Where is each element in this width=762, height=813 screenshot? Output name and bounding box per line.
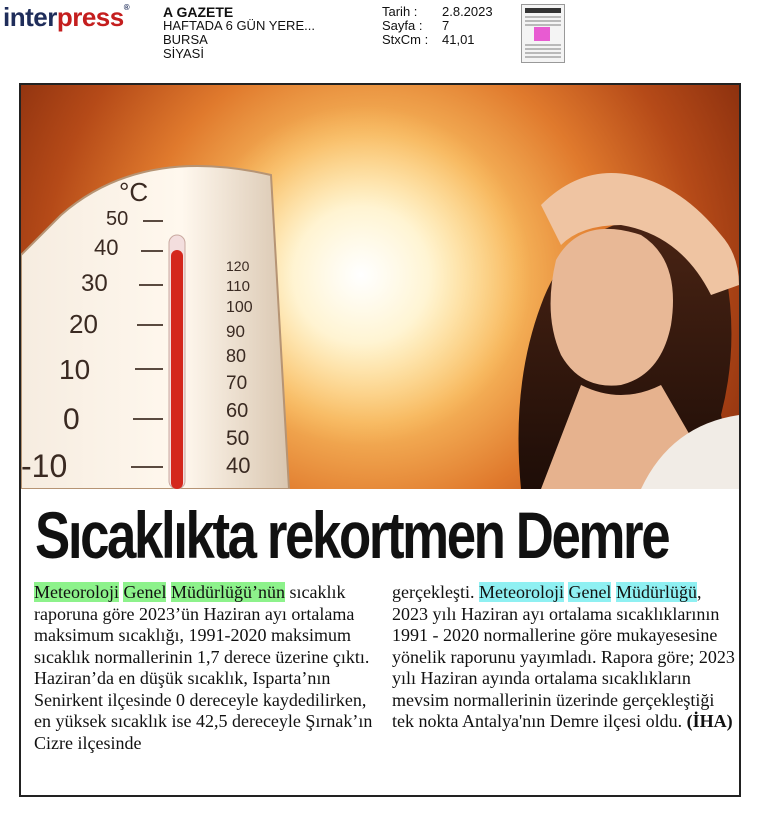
woman-face: [551, 229, 673, 386]
highlighted-term: Müdürlüğü’nün: [170, 582, 285, 602]
fahrenheit-tick-label: 110: [226, 278, 250, 295]
date-label: Tarih :: [382, 4, 418, 19]
publication-category: SİYASİ: [163, 46, 204, 61]
publication-section: HAFTADA 6 GÜN YERE...: [163, 18, 315, 33]
fahrenheit-tick-label: 40: [226, 453, 251, 478]
clip-location-marker: [534, 27, 550, 41]
celsius-tick-label: 40: [94, 235, 119, 260]
article-clip: [19, 83, 741, 797]
publication-city: BURSA: [163, 32, 208, 47]
highlighted-term: Meteoroloji: [478, 582, 564, 602]
heatwave-illustration: [21, 85, 739, 489]
thermometer-mercury: [171, 250, 183, 489]
logo-registered-mark: ®: [123, 3, 130, 12]
celsius-tick-label: 0: [63, 403, 80, 436]
page-label: Sayfa :: [382, 18, 423, 33]
date-row: [382, 5, 493, 19]
stxcm-value: 41,01: [442, 32, 475, 47]
column-2-lead: gerçekleşti.: [392, 582, 479, 602]
highlighted-term: Genel: [568, 582, 612, 602]
logo-part-inter: inter: [3, 2, 57, 32]
fahrenheit-tick-label: 120: [226, 258, 250, 274]
fahrenheit-tick-label: 50: [226, 427, 250, 450]
stxcm-row: [382, 33, 493, 47]
news-source: (İHA): [686, 711, 733, 731]
celsius-tick-label: 50: [106, 208, 129, 230]
celsius-tick-label: 20: [69, 309, 98, 339]
fahrenheit-tick-label: 80: [226, 346, 247, 366]
page-thumbnail[interactable]: [521, 4, 565, 63]
highlighted-term: Müdürlüğü: [615, 582, 697, 602]
highlighted-term: Meteoroloji: [34, 582, 119, 602]
publication-info: [163, 5, 315, 61]
page-row: [382, 19, 493, 33]
article-column-2: [392, 582, 740, 733]
publication-name: A GAZETE: [163, 4, 234, 20]
fahrenheit-tick-label: 90: [226, 322, 245, 341]
celsius-tick-label: 30: [81, 270, 108, 297]
article-column-1: [34, 582, 382, 754]
page-value: 7: [442, 18, 450, 33]
article-headline: Sıcaklıkta rekortmen Demre: [35, 498, 669, 572]
stxcm-label: StxCm :: [382, 32, 429, 47]
thermometer-unit: °C: [119, 177, 149, 207]
heatwave-photo: [21, 85, 739, 489]
fahrenheit-tick-label: 100: [226, 299, 253, 316]
highlighted-term: Genel: [123, 582, 167, 602]
logo-part-press: press: [56, 2, 124, 32]
interpress-logo: [3, 4, 129, 30]
column-1-text: sıcaklık raporuna göre 2023’ün Haziran ayı ortalama maksimum sıcaklığı, 1991-2020 maksimum sıcaklık normallerinin 1,7 derece üzerine çıktı. Haziran’da en düşük sıcaklık, Isparta’nın Senirkent ilçesinde 0 dereceyle kaydedilirken, en yüksek sıcaklık ise 42,5 dereceyle Şırnak’ın Cizre ilçesinde: [34, 582, 373, 753]
fahrenheit-tick-label: 70: [226, 373, 248, 394]
column-2-text: , 2023 yılı Haziran ayı ortalama sıcaklıklarının 1991 - 2020 normallerine göre mukayesesine yönelik raporunu yayımladı. Rapora göre; 2023 yılı Haziran ayında ortalama sıcaklıkların mevsim normallerinin üzerinde gerçekleştiği tek nokta Antalya'nın Demre ilçesi oldu.: [392, 582, 735, 731]
celsius-tick-label: 10: [59, 354, 91, 385]
date-value: 2.8.2023: [442, 4, 493, 19]
fahrenheit-tick-label: 60: [226, 400, 249, 422]
clip-details: [382, 5, 493, 47]
celsius-tick-label: -10: [21, 448, 68, 484]
